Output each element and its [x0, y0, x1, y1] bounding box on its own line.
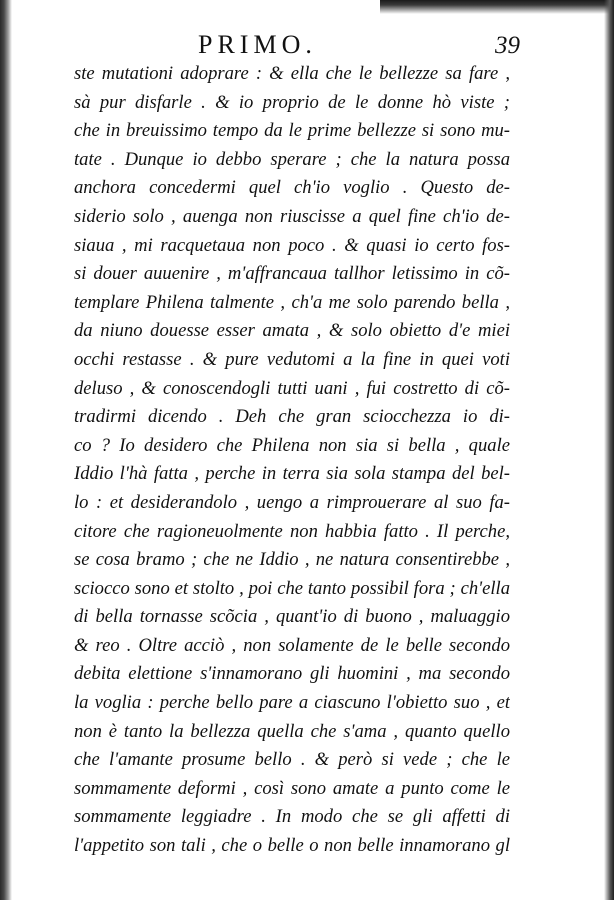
- text-line: co ? Io desidero che Philena non sia si bella , quale: [74, 434, 510, 456]
- page-number: 39: [495, 32, 520, 59]
- text-line: templare Philena talmente , ch'a me solo parendo bella ,: [74, 291, 510, 313]
- text-line: anchora concedermi quel ch'io voglio . Questo de-: [74, 177, 510, 199]
- text-line: debita elettione s'innamorano gli huomini , ma secondo: [74, 663, 510, 685]
- text-line: citore che ragioneuolmente non habbia fatto . Il perche,: [74, 520, 510, 542]
- text-line: sà pur disfarle . & io proprio de le donne hò viste ;: [74, 91, 510, 113]
- text-line: siaua , mi racquetaua non poco . & quasi io certo fos-: [74, 234, 510, 256]
- text-line: tradirmi dicendo . Deh che gran sciocchezza io di-: [74, 406, 510, 428]
- text-line: sommamente deformi , così sono amate a punto come le: [74, 777, 510, 799]
- right-edge-shadow: [604, 0, 614, 900]
- binding-shadow: [0, 0, 12, 900]
- text-line: di bella tornasse scõcia , quant'io di buono , maluaggio: [74, 606, 510, 628]
- text-line: tate . Dunque io debbo sperare ; che la natura possa: [74, 148, 510, 170]
- running-head: [60, 30, 520, 64]
- text-line: l'appetito son tali , che o belle o non belle innamorano gl: [74, 835, 510, 857]
- text-line: sciocco sono et stolto , poi che tanto possibil fora ; ch'ella: [74, 577, 510, 599]
- text-line: si douer auuenire , m'affrancaua tallhor letissimo in cõ-: [74, 263, 510, 285]
- text-line: che in breuissimo tempo da le prime bellezze si sono mu-: [74, 120, 510, 142]
- text-line: Iddio l'hà fatta , perche in terra sia sola stampa del bel-: [74, 463, 510, 485]
- text-line: occhi restasse . & pure vedutomi a la fine in quei voti: [74, 348, 510, 370]
- text-line: se cosa bramo ; che ne Iddio , ne natura consentirebbe ,: [74, 549, 510, 571]
- text-line: da niuno douesse esser amata , & solo obietto d'e miei: [74, 320, 510, 342]
- top-edge-shadow: [380, 0, 614, 14]
- text-line: non è tanto la bellezza quella che s'ama , quanto quello: [74, 720, 510, 742]
- text-line: la voglia : perche bello pare a ciascuno l'obietto suo , et: [74, 692, 510, 714]
- text-line: deluso , & conoscendogli tutti uani , fui costretto di cõ-: [74, 377, 510, 399]
- body-text: [74, 60, 510, 861]
- running-title: PRIMO.: [198, 30, 317, 59]
- text-line: siderio solo , auenga non riuscisse a quel fine ch'io de-: [74, 205, 510, 227]
- text-line: lo : et desiderandolo , uengo a rimprouerare al suo fa-: [74, 491, 510, 513]
- text-line: che l'amante prosume bello . & però si vede ; che le: [74, 749, 510, 771]
- text-line: & reo . Oltre acciò , non solamente de le belle secondo: [74, 634, 510, 656]
- text-line: ste mutationi adoprare : & ella che le bellezze sa fare ,: [74, 63, 510, 84]
- text-line: sommamente leggiadre . In modo che se gli affetti di: [74, 806, 510, 828]
